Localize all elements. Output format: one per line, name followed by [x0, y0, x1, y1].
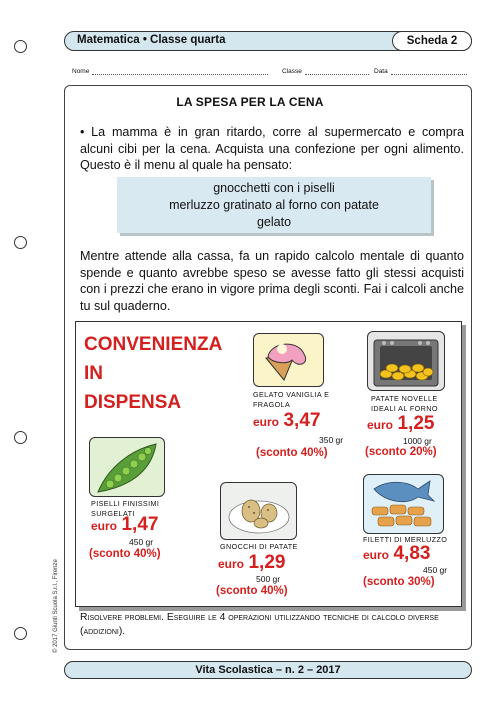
- potatoes-image: [367, 331, 445, 391]
- binder-hole: [14, 236, 27, 249]
- class-field[interactable]: [282, 67, 369, 75]
- product-price: euro 1,29: [218, 552, 286, 573]
- copyright-notice: © 2017 Giunti Scuola S.r.l., Firenze: [53, 559, 59, 653]
- intro-text: • La mamma è in gran ritardo, corre al supermercato e compra alcuni cibi per la cena. Acquista una confezione per ogni alimento. Questo è il menu al quale ha pensato:: [80, 125, 464, 172]
- class-label: Classe: [282, 68, 302, 75]
- exercise-title: LA SPESA PER LA CENA: [176, 95, 324, 109]
- flyer-headline: CONVENIENZA IN DISPENSA: [84, 334, 223, 413]
- product-price: euro 4,83: [363, 543, 431, 564]
- menu-item: gnocchetti con i piselli: [213, 181, 335, 195]
- binder-hole: [14, 431, 27, 444]
- peas-image: [89, 437, 165, 497]
- product-discount: (sconto 40%): [256, 447, 328, 459]
- learning-objectives: Risolvere problemi. Eseguire le 4 operazioni utilizzando tecniche di calcolo diverse (addizioni).: [80, 612, 439, 637]
- name-label: Nome: [72, 68, 90, 75]
- product-weight: 450 gr: [129, 537, 154, 547]
- product-discount: (sconto 30%): [363, 576, 435, 588]
- product-weight: 350 gr: [319, 435, 344, 445]
- date-label: Data: [374, 68, 388, 75]
- product-name: PISELLI FINISSIMI SURGELATI: [91, 499, 160, 518]
- gnocchi-image: [220, 482, 297, 540]
- product-price: euro 1,47: [91, 514, 159, 535]
- menu-box: [117, 177, 431, 233]
- binder-hole: [14, 627, 27, 640]
- footer-bar: Vita Scolastica – n. 2 – 2017: [64, 661, 472, 679]
- subject-title: Matematica • Classe quarta: [77, 34, 226, 46]
- product-price: euro 3,47: [253, 410, 321, 431]
- supermarket-flyer: [75, 321, 462, 607]
- product-discount: (sconto 40%): [216, 585, 288, 597]
- cod-fillets-image: [363, 474, 444, 534]
- product-weight: 1000 gr: [403, 436, 432, 446]
- product-discount: (sconto 40%): [89, 548, 161, 560]
- product-price: euro 1,25: [367, 413, 435, 434]
- product-name: GNOCCHI DI PATATE: [220, 542, 298, 551]
- name-field[interactable]: [72, 67, 268, 75]
- header-bar: [64, 31, 472, 51]
- product-discount: (sconto 20%): [365, 446, 437, 458]
- task-text: Mentre attende alla cassa, fa un rapido calcolo mentale di quanto spende e quanto avrebbe speso se avesse fatto gli stessi acquisti con i prezzi che erano in vigore prima degli sconti. Fai i calcoli anche tu sul quaderno.: [80, 249, 464, 313]
- ice-cream-image: [253, 333, 324, 387]
- menu-item: merluzzo gratinato al forno con patate: [169, 198, 379, 212]
- binder-hole: [14, 40, 27, 53]
- product-name: FILETTI DI MERLUZZO: [363, 535, 448, 544]
- student-fields: [72, 67, 470, 79]
- date-field[interactable]: [374, 67, 467, 75]
- menu-item: gelato: [256, 215, 292, 229]
- product-name: GELATO VANIGLIA E FRAGOLA: [253, 390, 330, 409]
- product-name: PATATE NOVELLE IDEALI AL FORNO: [371, 394, 438, 413]
- sheet-tab: Scheda 2: [392, 31, 472, 51]
- product-weight: 500 gr: [256, 574, 281, 584]
- product-weight: 450 gr: [423, 565, 448, 575]
